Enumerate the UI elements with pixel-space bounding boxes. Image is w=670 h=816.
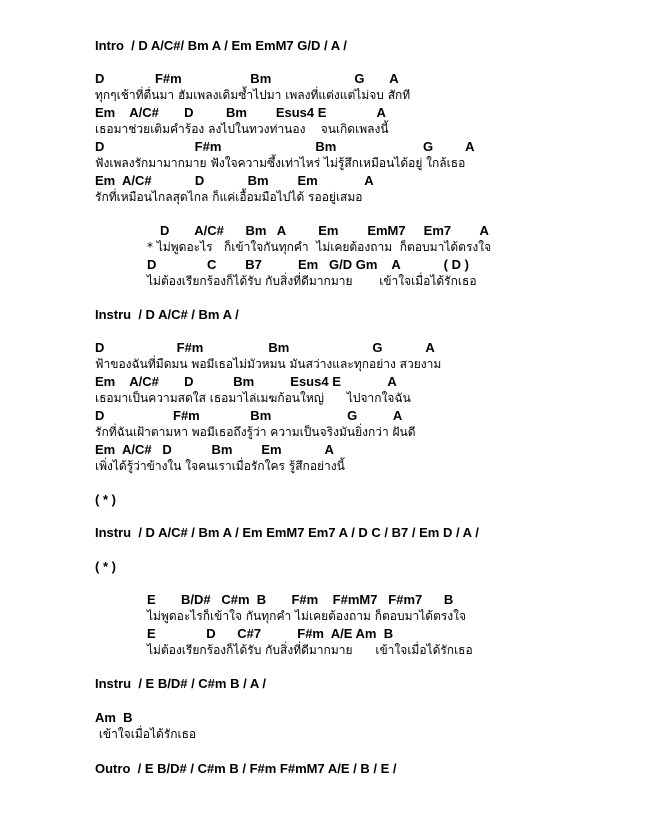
instru2-line: Instru / D A/C# / Bm A / Em EmM7 Em7 A / D C / B7 / Em D / A / (95, 525, 479, 540)
verse1-lyric-line-2: เธอมาช่วยเติมคำร้อง ลงไปในทวงท่านอง จนเกิดเพลงนี้ (95, 122, 389, 136)
chorus2-chord-line-1: E B/D# C#m B F#m F#mM7 F#m7 B (147, 592, 454, 607)
chorus2-lyric-line-1: ไม่พูดอะไรก็เข้าใจ กันทุกคำ ไม่เคยต้องถาม ก็ตอบมาได้ตรงใจ (147, 609, 467, 623)
verse2-chord-line-4: Em A/C# D Bm Em A (95, 442, 334, 457)
verse1-lyric-line-1: ทุกๆเช้าที่ตื่นมา ฮัมเพลงเดิมซ้ำไปมา เพลงที่แต่งแต่ไม่จบ สักที (95, 88, 411, 102)
verse2-chord-line-2: Em A/C# D Bm Esus4 E A (95, 374, 397, 389)
outro-line: Outro / E B/D# / C#m B / F#m F#mM7 A/E / B / E / (95, 761, 397, 776)
verse1-chord-line-3: D F#m Bm G A (95, 139, 475, 154)
verse2-lyric-line-3: รักที่ฉันเฝ้าตามหา พอมีเธอถึงรู้ว่า ความเป็นจริงมันยิ่งกว่า ฝันดี (95, 425, 416, 439)
verse2-lyric-line-2: เธอมาเป็นความสดใส เธอมาไล่เมฆก้อนใหญ่ ไปจากใจฉัน (95, 391, 411, 405)
repeat-chorus-marker-2: ( * ) (95, 559, 116, 574)
verse1-chord-line-2: Em A/C# D Bm Esus4 E A (95, 105, 386, 120)
chorus1-chord-line-2: D C B7 Em G/D Gm A ( D ) (147, 257, 469, 272)
tag-chord-line: Am B (95, 710, 133, 725)
verse2-lyric-line-4: เพิ่งได้รู้ว่าข้างใน ใจคนเราเมื่อรักใคร รู้สึกอย่างนี้ (95, 459, 345, 473)
chorus1-lyric-line-1: * ไม่พูดอะไร ก็เข้าใจกันทุกคำ ไม่เคยต้องถาม ก็ตอบมาได้ตรงใจ (147, 240, 492, 254)
verse2-chord-line-3: D F#m Bm G A (95, 408, 403, 423)
repeat-chorus-marker-1: ( * ) (95, 492, 116, 507)
chorus1-chord-line-1: D A/C# Bm A Em EmM7 Em7 A (160, 223, 489, 238)
verse2-lyric-line-1: ฟ้าของฉันที่มืดมน พอมีเธอไม่มัวหมน มันสว่างและทุกอย่าง สวยงาม (95, 357, 442, 371)
verse1-lyric-line-3: ฟังเพลงรักมามากมาย ฟังใจความซึ้งเท่าไหร่ ไม่รู้สึกเหมือนได้อยู่ ใกล้เธอ (95, 156, 466, 170)
instru3-line: Instru / E B/D# / C#m B / A / (95, 676, 266, 691)
verse1-chord-line-1: D F#m Bm G A (95, 71, 399, 86)
verse2-chord-line-1: D F#m Bm G A (95, 340, 435, 355)
verse1-lyric-line-4: รักที่เหมือนไกลสุดไกล ก็แค่เอื้อมมือไปได้ รออยู่เสมอ (95, 190, 363, 204)
chorus2-lyric-line-2: ไม่ต้องเรียกร้องก็ได้รับ กับสิ่งที่ดีมากมาย เข้าใจเมื่อได้รักเธอ (147, 643, 473, 657)
tag-lyric-line: เข้าใจเมื่อได้รักเธอ (95, 727, 197, 741)
verse1-chord-line-4: Em A/C# D Bm Em A (95, 173, 374, 188)
chorus1-lyric-line-2: ไม่ต้องเรียกร้องก็ได้รับ กับสิ่งที่ดีมากมาย เข้าใจเมื่อได้รักเธอ (147, 274, 477, 288)
chorus2-chord-line-2: E D C#7 F#m A/E Am B (147, 626, 394, 641)
instru1-line: Instru / D A/C# / Bm A / (95, 307, 239, 322)
intro-line: Intro / D A/C#/ Bm A / Em EmM7 G/D / A / (95, 38, 347, 53)
